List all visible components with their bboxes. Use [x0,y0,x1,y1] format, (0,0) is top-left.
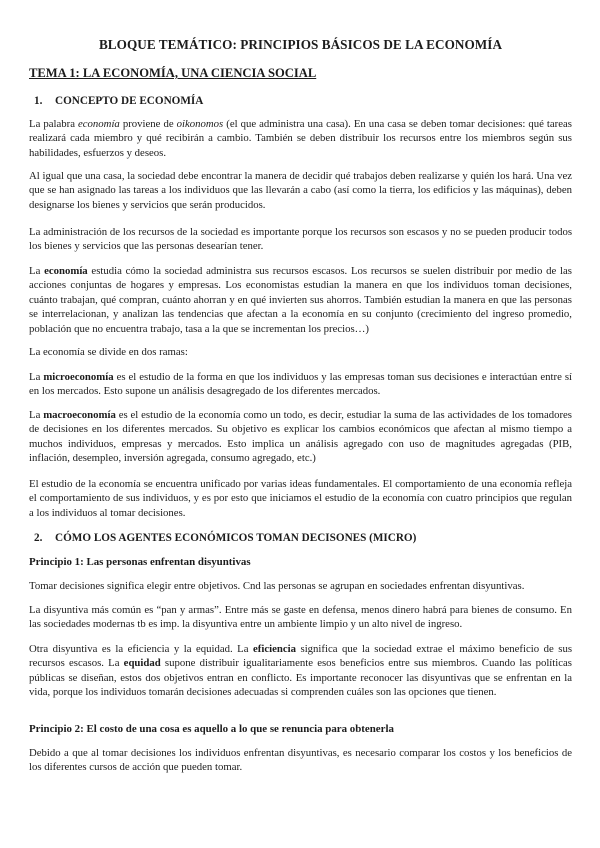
paragraph: Al igual que una casa, la sociedad debe encontrar la manera de decidir qué trabajos deben realizarse y quién los hará. Una vez que se han asignado las tareas a los individuos que las llevarán a cabo (así como la tierra, los edificios y las máquinas), deben designarse los bienes y servicios que serán producidos. [29,170,572,211]
paragraph: La palabra economía proviene de oikonomos (el que administra una casa). En una casa se deben tomar decisiones: qué tareas realizará cada miembro y qué recibirán a cambio. También se deben distribuir los recursos entre los miembros según sus habilidades, esfuerzos y deseos. [29,118,572,159]
section-title: CÓMO LOS AGENTES ECONÓMICOS TOMAN DECISONES (MICRO) [55,532,417,544]
tema-heading: TEMA 1: LA ECONOMÍA, UNA CIENCIA SOCIAL [29,66,317,80]
term-oikonomos: oikonomos [176,118,224,130]
term-equidad: equidad [123,657,161,670]
principle-heading-2: Principio 2: El costo de una cosa es aquello a lo que se renuncia para obtenerla [29,723,394,735]
document-title: BLOQUE TEMÁTICO: PRINCIPIOS BÁSICOS DE LA ECONOMÍA [98,37,503,52]
term-microeconomia: microeconomía [43,371,114,383]
principle-heading-1: Principio 1: Las personas enfrentan disyuntivas [29,556,251,568]
paragraph: El estudio de la economía se encuentra unificado por varias ideas fundamentales. El comportamiento de una economía refleja el comportamiento de sus individuos, y es por esto que iniciamos el estudio de la economía con cuatro principios que regulan a los individuos al tomar decisiones. [29,478,572,519]
paragraph: Otra disyuntiva es la eficiencia y la equidad. La eficiencia significa que la sociedad extrae el máximo beneficio de sus recursos escasos. La equidad supone distribuir igualitariamente esos beneficios entre sus miembros. Cuando las políticas públicas se diseñan, estos dos objetivos entran en conflicto. Es importante reconocer las disyuntivas que se enfrentan en la vida, porque los individuos tomarán decisiones adecuadas si comprenden cuáles son las opciones que tienen. [29,643,572,699]
term-economia: economía [78,118,120,130]
paragraph: La administración de los recursos de la sociedad es importante porque los recursos son escasos y no se pueden producir todos los bienes y servicios que las personas desearían tener. [29,226,572,253]
paragraph: La disyuntiva más común es “pan y armas”. Entre más se gaste en defensa, menos dinero habrá para bienes de consumo. En las sociedades modernas tb es imp. la disyuntiva entre un ambiente limpio y un alto nivel de ingreso. [29,604,572,631]
term-macroeconomia: macroeconomía [43,409,116,421]
paragraph: La macroeconomía es el estudio de la economía como un todo, es decir, estudiar la suma de las actividades de los tomadores de decisiones en los diferentes mercados. Su objetivo es explicar los cambios económicos que afectan al mismo tiempo a muchos individuos, empresas y mercados. Esto implica un análisis agregado con uso de magnitudes agregadas (PIB, inflación, desempleo, inversión agregada, consumo agregado, etc.) [29,409,572,465]
section-number: 2. [34,532,43,544]
term-eficiencia: eficiencia [253,643,297,655]
paragraph: La economía se divide en dos ramas: [29,346,188,358]
section-heading-1 [29,95,203,107]
section-title: CONCEPTO DE ECONOMÍA [55,95,204,107]
paragraph: Tomar decisiones significa elegir entre objetivos. Cnd las personas se agrupan en sociedades enfrentan disyuntivas. [29,580,525,592]
section-heading-2 [29,532,416,544]
paragraph: La economía estudia cómo la sociedad administra sus recursos escasos. Los recursos se suelen distribuir por medio de las acciones conjuntas de hogares y empresas. Los economistas estudian la manera en que los individuos toman decisiones, cuánto trabajan, qué compran, cuánto ahorran y en qué invierten sus ahorros. También estudian la manera en que las personas se interrelacionan, y analizan las tendencias que afectan a la economía en su conjunto (crecimiento del ingreso promedio, población que no encuentra trabajo, tasa a la que se incrementan los precios…) [29,265,572,335]
paragraph: Debido a que al tomar decisiones los individuos enfrentan disyuntivas, es necesario comparar los costos y los beneficios de los diferentes cursos de acción que pueden tomar. [29,747,572,774]
term-economia: economía [44,265,88,277]
paragraph: La microeconomía es el estudio de la forma en que los individuos y las empresas toman sus decisiones e interactúan entre sí en los mercados. Esto supone un análisis desagregado de los diferentes mercados. [29,371,573,398]
section-number: 1. [34,95,43,107]
